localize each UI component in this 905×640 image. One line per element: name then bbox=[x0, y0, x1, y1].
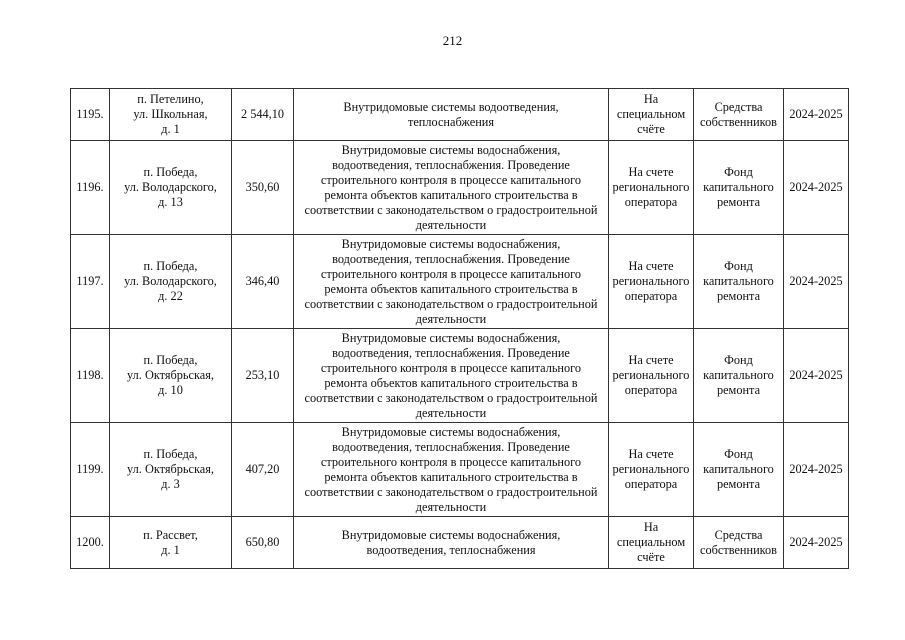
address-cell bbox=[110, 423, 232, 517]
works-description-line: Внутридомовые системы водоотведения, bbox=[343, 99, 559, 114]
funding-source-line: капитального bbox=[703, 368, 774, 382]
address-cell bbox=[110, 89, 232, 141]
cost-cell: 407,20 bbox=[232, 423, 294, 517]
works-description-line: Внутридомовые системы водоснабжения, bbox=[341, 527, 561, 542]
address-cell bbox=[110, 517, 232, 569]
address-line: д. 10 bbox=[158, 383, 183, 397]
repair-registry-table bbox=[70, 88, 849, 569]
address-line: д. 3 bbox=[161, 477, 180, 491]
account-type-line: специальном bbox=[616, 107, 686, 121]
address-line: ул. Володарского, bbox=[124, 274, 217, 288]
works-description-line: соответствии с законодательством о градостроительной bbox=[304, 296, 598, 311]
account-type-line: оператора bbox=[624, 383, 678, 397]
works-description-line: строительного контроля в процессе капитального bbox=[320, 172, 582, 187]
address-line: п. Рассвет, bbox=[143, 527, 198, 542]
funding-source-line: ремонта bbox=[716, 289, 761, 303]
account-type-line: регионального bbox=[612, 274, 690, 288]
page-number: 212 bbox=[442, 33, 463, 48]
address-line: д. 22 bbox=[158, 289, 183, 303]
address-cell bbox=[110, 235, 232, 329]
works-description-line: строительного контроля в процессе капитального bbox=[320, 266, 582, 281]
address-line: д. 13 bbox=[158, 195, 183, 209]
table-row bbox=[71, 423, 849, 517]
period-cell: 2024-2025 bbox=[784, 89, 849, 141]
works-description-line: деятельности bbox=[415, 405, 487, 420]
account-type-cell bbox=[609, 423, 694, 517]
cost-cell: 253,10 bbox=[232, 329, 294, 423]
works-description-line: ремонта объектов капитального строительства в bbox=[324, 281, 578, 296]
works-description-line: Внутридомовые системы водоснабжения, bbox=[341, 424, 561, 439]
cost-cell: 650,80 bbox=[232, 517, 294, 569]
account-type-line: специальном bbox=[616, 535, 686, 549]
funding-source-line: ремонта bbox=[716, 383, 761, 397]
works-description-line: водоотведения, теплоснабжения. Проведение bbox=[332, 251, 570, 266]
address-line: п. Петелино, bbox=[137, 92, 204, 106]
table-body bbox=[71, 89, 849, 569]
address-cell bbox=[110, 141, 232, 235]
works-description-line: водоотведения, теплоснабжения bbox=[366, 542, 536, 557]
works-description-cell bbox=[294, 235, 609, 329]
funding-source-cell bbox=[694, 329, 784, 423]
row-number-cell: 1198. bbox=[71, 329, 110, 423]
works-description-line: ремонта объектов капитального строительства в bbox=[324, 187, 578, 202]
account-type-line: На счете bbox=[628, 353, 674, 367]
account-type-line: На bbox=[643, 520, 659, 534]
works-description-cell bbox=[294, 89, 609, 141]
funding-source-line: капитального bbox=[703, 274, 774, 288]
account-type-cell bbox=[609, 329, 694, 423]
address-line: д. 1 bbox=[161, 542, 180, 557]
period-cell: 2024-2025 bbox=[784, 329, 849, 423]
works-description-line: теплоснабжения bbox=[407, 114, 495, 129]
funding-source-line: Фонд bbox=[724, 353, 753, 367]
row-number-cell: 1196. bbox=[71, 141, 110, 235]
funding-source-line: Средства bbox=[714, 99, 763, 114]
funding-source-cell bbox=[694, 235, 784, 329]
account-type-line: На счете bbox=[628, 447, 674, 461]
address-line: д. 1 bbox=[161, 122, 180, 136]
address-line: п. Победа, bbox=[143, 259, 198, 273]
works-description-cell bbox=[294, 329, 609, 423]
address-line: ул. Володарского, bbox=[124, 180, 217, 194]
account-type-line: счёте bbox=[637, 122, 665, 136]
funding-source-line: Средства bbox=[714, 527, 763, 542]
works-description-line: Внутридомовые системы водоснабжения, bbox=[341, 142, 561, 157]
account-type-line: На счете bbox=[628, 259, 674, 273]
works-description-line: ремонта объектов капитального строительства в bbox=[324, 375, 578, 390]
cost-cell: 346,40 bbox=[232, 235, 294, 329]
account-type-line: оператора bbox=[624, 195, 678, 209]
table-row bbox=[71, 329, 849, 423]
works-description-cell bbox=[294, 141, 609, 235]
works-description-line: деятельности bbox=[415, 311, 487, 326]
period-cell: 2024-2025 bbox=[784, 235, 849, 329]
works-description-cell bbox=[294, 517, 609, 569]
account-type-line: регионального bbox=[612, 368, 690, 382]
works-description-line: водоотведения, теплоснабжения. Проведение bbox=[332, 439, 570, 454]
account-type-line: На счете bbox=[628, 165, 674, 179]
address-line: ул. Октябрьская, bbox=[127, 368, 214, 382]
works-description-line: соответствии с законодательством о градостроительной bbox=[304, 202, 598, 217]
funding-source-cell bbox=[694, 89, 784, 141]
works-description-line: соответствии с законодательством о градостроительной bbox=[304, 484, 598, 499]
cost-cell: 2 544,10 bbox=[232, 89, 294, 141]
funding-source-line: собственников bbox=[700, 114, 777, 129]
account-type-line: счёте bbox=[637, 550, 665, 564]
works-description-line: деятельности bbox=[415, 217, 487, 232]
table-row bbox=[71, 141, 849, 235]
account-type-line: оператора bbox=[624, 289, 678, 303]
cost-cell: 350,60 bbox=[232, 141, 294, 235]
works-description-line: соответствии с законодательством о градостроительной bbox=[304, 390, 598, 405]
account-type-line: оператора bbox=[624, 477, 678, 491]
account-type-line: На bbox=[643, 92, 659, 106]
works-description-line: водоотведения, теплоснабжения. Проведение bbox=[332, 345, 570, 360]
table-row bbox=[71, 517, 849, 569]
row-number-cell: 1199. bbox=[71, 423, 110, 517]
address-line: п. Победа, bbox=[143, 447, 198, 461]
period-cell: 2024-2025 bbox=[784, 517, 849, 569]
address-line: п. Победа, bbox=[143, 353, 198, 367]
row-number-cell: 1200. bbox=[71, 517, 110, 569]
row-number-cell: 1197. bbox=[71, 235, 110, 329]
address-line: ул. Октябрьская, bbox=[127, 462, 214, 476]
funding-source-cell bbox=[694, 141, 784, 235]
account-type-line: регионального bbox=[612, 180, 690, 194]
works-description-line: деятельности bbox=[415, 499, 487, 514]
works-description-cell bbox=[294, 423, 609, 517]
works-description-line: строительного контроля в процессе капитального bbox=[320, 360, 582, 375]
table-row bbox=[71, 235, 849, 329]
works-description-line: Внутридомовые системы водоснабжения, bbox=[341, 330, 561, 345]
funding-source-line: капитального bbox=[703, 462, 774, 476]
funding-source-line: ремонта bbox=[716, 477, 761, 491]
table-row bbox=[71, 89, 849, 141]
funding-source-cell bbox=[694, 517, 784, 569]
address-cell bbox=[110, 329, 232, 423]
address-line: п. Победа, bbox=[143, 165, 198, 179]
funding-source-cell bbox=[694, 423, 784, 517]
address-line: ул. Школьная, bbox=[133, 107, 208, 121]
row-number-cell: 1195. bbox=[71, 89, 110, 141]
account-type-cell bbox=[609, 517, 694, 569]
funding-source-line: собственников bbox=[700, 542, 777, 557]
funding-source-line: Фонд bbox=[724, 447, 753, 461]
works-description-line: ремонта объектов капитального строительства в bbox=[324, 469, 578, 484]
account-type-cell bbox=[609, 89, 694, 141]
works-description-line: водоотведения, теплоснабжения. Проведение bbox=[332, 157, 570, 172]
account-type-cell bbox=[609, 235, 694, 329]
account-type-line: регионального bbox=[612, 462, 690, 476]
funding-source-line: капитального bbox=[703, 180, 774, 194]
account-type-cell bbox=[609, 141, 694, 235]
funding-source-line: ремонта bbox=[716, 195, 761, 209]
works-description-line: строительного контроля в процессе капитального bbox=[320, 454, 582, 469]
funding-source-line: Фонд bbox=[724, 259, 753, 273]
funding-source-line: Фонд bbox=[724, 165, 753, 179]
period-cell: 2024-2025 bbox=[784, 141, 849, 235]
period-cell: 2024-2025 bbox=[784, 423, 849, 517]
works-description-line: Внутридомовые системы водоснабжения, bbox=[341, 236, 561, 251]
